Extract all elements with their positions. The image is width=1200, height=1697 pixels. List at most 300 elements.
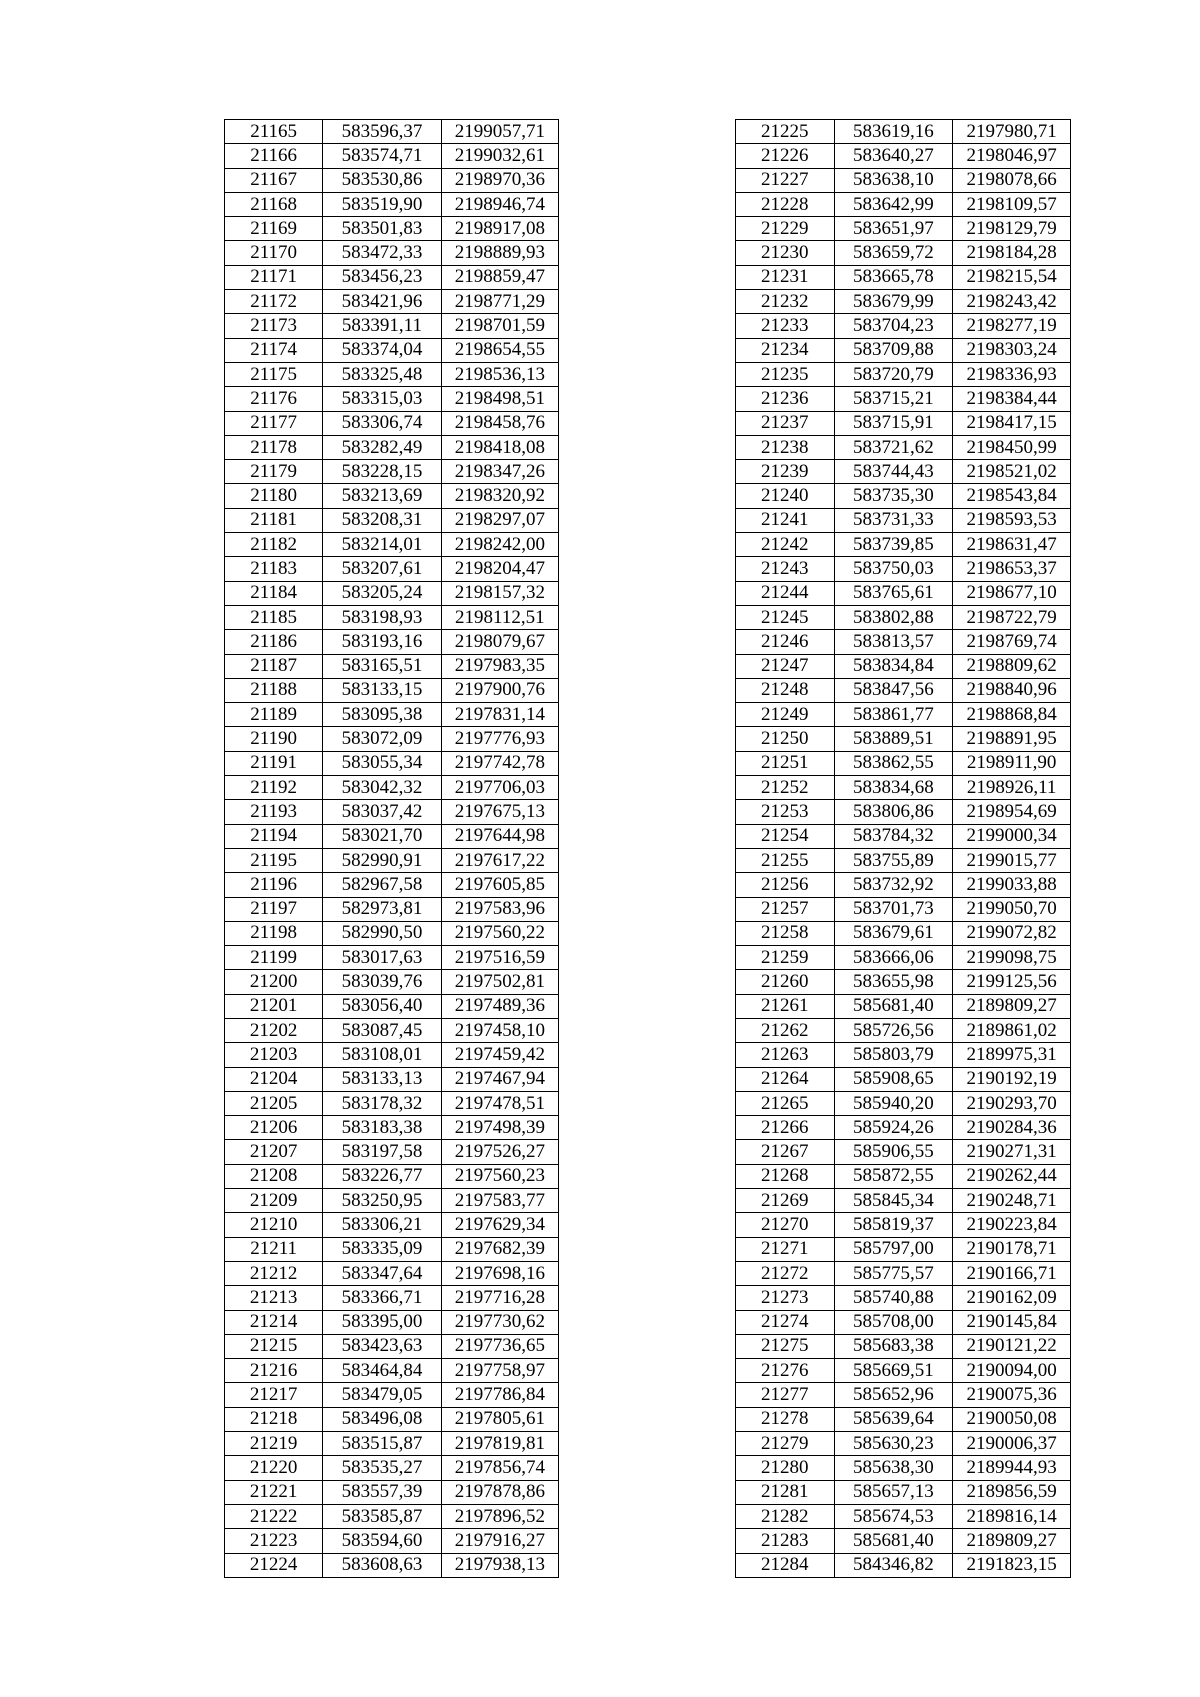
y-coordinate-cell: 2198654,55 <box>441 338 558 362</box>
point-number-cell: 21193 <box>225 800 323 824</box>
y-coordinate-cell: 2198868,84 <box>953 703 1071 727</box>
table-row <box>225 1140 559 1164</box>
point-number-cell: 21264 <box>736 1067 835 1091</box>
point-number-cell: 21222 <box>225 1504 323 1528</box>
y-coordinate-cell: 2198889,93 <box>441 241 558 265</box>
y-coordinate-cell: 2198417,15 <box>953 411 1071 435</box>
point-number-cell: 21167 <box>225 168 323 192</box>
table-row <box>225 362 559 386</box>
point-number-cell: 21231 <box>736 265 835 289</box>
y-coordinate-cell: 2198701,59 <box>441 314 558 338</box>
table-row <box>225 217 559 241</box>
x-coordinate-cell: 583862,55 <box>834 751 953 775</box>
y-coordinate-cell: 2190248,71 <box>953 1189 1071 1213</box>
table-row <box>225 581 559 605</box>
x-coordinate-cell: 583464,84 <box>323 1359 441 1383</box>
x-coordinate-cell: 583665,78 <box>834 265 953 289</box>
x-coordinate-cell: 583423,63 <box>323 1334 441 1358</box>
point-number-cell: 21206 <box>225 1116 323 1140</box>
table-row <box>736 1018 1071 1042</box>
point-number-cell: 21211 <box>225 1237 323 1261</box>
x-coordinate-cell: 582990,50 <box>323 921 441 945</box>
table-row <box>225 168 559 192</box>
x-coordinate-cell: 583501,83 <box>323 217 441 241</box>
x-coordinate-cell: 585940,20 <box>834 1091 953 1115</box>
x-coordinate-cell: 583306,21 <box>323 1213 441 1237</box>
point-number-cell: 21283 <box>736 1529 835 1553</box>
table-row <box>736 1334 1071 1358</box>
table-row <box>225 1213 559 1237</box>
x-coordinate-cell: 583306,74 <box>323 411 441 435</box>
y-coordinate-cell: 2197742,78 <box>441 751 558 775</box>
point-number-cell: 21277 <box>736 1383 835 1407</box>
point-number-cell: 21224 <box>225 1553 323 1577</box>
y-coordinate-cell: 2198917,08 <box>441 217 558 241</box>
y-coordinate-cell: 2197805,61 <box>441 1407 558 1431</box>
y-coordinate-cell: 2198911,90 <box>953 751 1071 775</box>
x-coordinate-cell: 585638,30 <box>834 1456 953 1480</box>
table-row <box>736 241 1071 265</box>
y-coordinate-cell: 2198840,96 <box>953 678 1071 702</box>
table-row <box>736 921 1071 945</box>
y-coordinate-cell: 2197516,59 <box>441 946 558 970</box>
point-number-cell: 21199 <box>225 946 323 970</box>
x-coordinate-cell: 583744,43 <box>834 460 953 484</box>
point-number-cell: 21235 <box>736 362 835 386</box>
x-coordinate-cell: 585924,26 <box>834 1116 953 1140</box>
point-number-cell: 21208 <box>225 1164 323 1188</box>
x-coordinate-cell: 583889,51 <box>834 727 953 751</box>
table-row <box>225 1504 559 1528</box>
table-row <box>736 1359 1071 1383</box>
point-number-cell: 21276 <box>736 1359 835 1383</box>
point-number-cell: 21172 <box>225 290 323 314</box>
point-number-cell: 21260 <box>736 970 835 994</box>
table-row <box>225 1286 559 1310</box>
y-coordinate-cell: 2198809,62 <box>953 654 1071 678</box>
y-coordinate-cell: 2197776,93 <box>441 727 558 751</box>
y-coordinate-cell: 2197831,14 <box>441 703 558 727</box>
point-number-cell: 21223 <box>225 1529 323 1553</box>
point-number-cell: 21239 <box>736 460 835 484</box>
point-number-cell: 21236 <box>736 387 835 411</box>
x-coordinate-cell: 585681,40 <box>834 1529 953 1553</box>
table-row <box>225 484 559 508</box>
x-coordinate-cell: 583226,77 <box>323 1164 441 1188</box>
point-number-cell: 21230 <box>736 241 835 265</box>
x-coordinate-cell: 583095,38 <box>323 703 441 727</box>
point-number-cell: 21180 <box>225 484 323 508</box>
y-coordinate-cell: 2198418,08 <box>441 435 558 459</box>
table-row <box>736 1480 1071 1504</box>
table-row <box>736 751 1071 775</box>
y-coordinate-cell: 2190284,36 <box>953 1116 1071 1140</box>
table-row <box>225 848 559 872</box>
y-coordinate-cell: 2189816,14 <box>953 1504 1071 1528</box>
y-coordinate-cell: 2190094,00 <box>953 1359 1071 1383</box>
table-row <box>225 120 559 144</box>
point-number-cell: 21183 <box>225 557 323 581</box>
y-coordinate-cell: 2199015,77 <box>953 848 1071 872</box>
table-row <box>736 1067 1071 1091</box>
point-number-cell: 21171 <box>225 265 323 289</box>
x-coordinate-cell: 583021,70 <box>323 824 441 848</box>
x-coordinate-cell: 585639,64 <box>834 1407 953 1431</box>
table-row <box>736 1310 1071 1334</box>
point-number-cell: 21165 <box>225 120 323 144</box>
x-coordinate-cell: 583391,11 <box>323 314 441 338</box>
y-coordinate-cell: 2198184,28 <box>953 241 1071 265</box>
y-coordinate-cell: 2198498,51 <box>441 387 558 411</box>
x-coordinate-cell: 583250,95 <box>323 1189 441 1213</box>
x-coordinate-cell: 583515,87 <box>323 1432 441 1456</box>
table-row <box>736 217 1071 241</box>
x-coordinate-cell: 583197,58 <box>323 1140 441 1164</box>
table-row <box>736 484 1071 508</box>
x-coordinate-cell: 583679,61 <box>834 921 953 945</box>
table-row <box>225 411 559 435</box>
point-number-cell: 21279 <box>736 1432 835 1456</box>
x-coordinate-cell: 583765,61 <box>834 581 953 605</box>
x-coordinate-cell: 583750,03 <box>834 557 953 581</box>
x-coordinate-cell: 583228,15 <box>323 460 441 484</box>
y-coordinate-cell: 2197983,35 <box>441 654 558 678</box>
y-coordinate-cell: 2198320,92 <box>441 484 558 508</box>
table-row <box>736 800 1071 824</box>
point-number-cell: 21252 <box>736 776 835 800</box>
y-coordinate-cell: 2197938,13 <box>441 1553 558 1577</box>
table-row <box>736 1261 1071 1285</box>
point-number-cell: 21213 <box>225 1286 323 1310</box>
y-coordinate-cell: 2198046,97 <box>953 144 1071 168</box>
point-number-cell: 21186 <box>225 630 323 654</box>
x-coordinate-cell: 583739,85 <box>834 533 953 557</box>
table-body <box>736 120 1071 1578</box>
y-coordinate-cell: 2197478,51 <box>441 1091 558 1115</box>
y-coordinate-cell: 2197878,86 <box>441 1480 558 1504</box>
x-coordinate-cell: 583701,73 <box>834 897 953 921</box>
point-number-cell: 21217 <box>225 1383 323 1407</box>
y-coordinate-cell: 2198384,44 <box>953 387 1071 411</box>
point-number-cell: 21201 <box>225 994 323 1018</box>
table-row <box>225 557 559 581</box>
point-number-cell: 21249 <box>736 703 835 727</box>
y-coordinate-cell: 2199050,70 <box>953 897 1071 921</box>
x-coordinate-cell: 583519,90 <box>323 192 441 216</box>
table-row <box>736 703 1071 727</box>
y-coordinate-cell: 2198157,32 <box>441 581 558 605</box>
table-row <box>736 338 1071 362</box>
table-row <box>225 630 559 654</box>
table-row <box>736 144 1071 168</box>
x-coordinate-cell: 583183,38 <box>323 1116 441 1140</box>
table-row <box>225 1237 559 1261</box>
x-coordinate-cell: 583214,01 <box>323 533 441 557</box>
x-coordinate-cell: 582973,81 <box>323 897 441 921</box>
point-number-cell: 21202 <box>225 1018 323 1042</box>
table-row <box>225 1189 559 1213</box>
x-coordinate-cell: 584346,82 <box>834 1553 953 1577</box>
table-row <box>225 1164 559 1188</box>
point-number-cell: 21280 <box>736 1456 835 1480</box>
x-coordinate-cell: 583213,69 <box>323 484 441 508</box>
x-coordinate-cell: 583282,49 <box>323 435 441 459</box>
y-coordinate-cell: 2189809,27 <box>953 1529 1071 1553</box>
y-coordinate-cell: 2197716,28 <box>441 1286 558 1310</box>
point-number-cell: 21216 <box>225 1359 323 1383</box>
y-coordinate-cell: 2199000,34 <box>953 824 1071 848</box>
y-coordinate-cell: 2197560,22 <box>441 921 558 945</box>
y-coordinate-cell: 2198347,26 <box>441 460 558 484</box>
x-coordinate-cell: 583108,01 <box>323 1043 441 1067</box>
x-coordinate-cell: 583806,86 <box>834 800 953 824</box>
table-row <box>225 605 559 629</box>
x-coordinate-cell: 583715,91 <box>834 411 953 435</box>
x-coordinate-cell: 585803,79 <box>834 1043 953 1067</box>
x-coordinate-cell: 585681,40 <box>834 994 953 1018</box>
point-number-cell: 21237 <box>736 411 835 435</box>
y-coordinate-cell: 2190223,84 <box>953 1213 1071 1237</box>
y-coordinate-cell: 2197698,16 <box>441 1261 558 1285</box>
table-row <box>736 1091 1071 1115</box>
table-row <box>225 1432 559 1456</box>
point-number-cell: 21174 <box>225 338 323 362</box>
table-row <box>225 873 559 897</box>
y-coordinate-cell: 2190166,71 <box>953 1261 1071 1285</box>
table-row <box>736 1432 1071 1456</box>
point-number-cell: 21254 <box>736 824 835 848</box>
point-number-cell: 21189 <box>225 703 323 727</box>
point-number-cell: 21248 <box>736 678 835 702</box>
point-number-cell: 21191 <box>225 751 323 775</box>
table-row <box>736 1140 1071 1164</box>
table-row <box>736 290 1071 314</box>
x-coordinate-cell: 583704,23 <box>834 314 953 338</box>
table-row <box>736 1383 1071 1407</box>
y-coordinate-cell: 2198243,42 <box>953 290 1071 314</box>
table-row <box>736 994 1071 1018</box>
table-row <box>736 1553 1071 1577</box>
x-coordinate-cell: 583813,57 <box>834 630 953 654</box>
x-coordinate-cell: 585797,00 <box>834 1237 953 1261</box>
point-number-cell: 21178 <box>225 435 323 459</box>
x-coordinate-cell: 583017,63 <box>323 946 441 970</box>
x-coordinate-cell: 585674,53 <box>834 1504 953 1528</box>
point-number-cell: 21207 <box>225 1140 323 1164</box>
table-row <box>225 921 559 945</box>
y-coordinate-cell: 2189856,59 <box>953 1480 1071 1504</box>
x-coordinate-cell: 583193,16 <box>323 630 441 654</box>
y-coordinate-cell: 2190293,70 <box>953 1091 1071 1115</box>
coordinates-table-right <box>735 119 1071 1578</box>
table-row <box>736 1116 1071 1140</box>
y-coordinate-cell: 2198946,74 <box>441 192 558 216</box>
point-number-cell: 21218 <box>225 1407 323 1431</box>
y-coordinate-cell: 2197502,81 <box>441 970 558 994</box>
coordinates-table-left <box>224 119 559 1578</box>
y-coordinate-cell: 2198722,79 <box>953 605 1071 629</box>
table-row <box>225 265 559 289</box>
point-number-cell: 21268 <box>736 1164 835 1188</box>
y-coordinate-cell: 2197896,52 <box>441 1504 558 1528</box>
table-row <box>225 314 559 338</box>
y-coordinate-cell: 2197526,27 <box>441 1140 558 1164</box>
x-coordinate-cell: 583374,04 <box>323 338 441 362</box>
point-number-cell: 21258 <box>736 921 835 945</box>
y-coordinate-cell: 2198954,69 <box>953 800 1071 824</box>
table-row <box>225 1310 559 1334</box>
table-row <box>225 1116 559 1140</box>
x-coordinate-cell: 583178,32 <box>323 1091 441 1115</box>
point-number-cell: 21214 <box>225 1310 323 1334</box>
table-row <box>225 192 559 216</box>
x-coordinate-cell: 583659,72 <box>834 241 953 265</box>
table-row <box>736 776 1071 800</box>
point-number-cell: 21278 <box>736 1407 835 1431</box>
point-number-cell: 21179 <box>225 460 323 484</box>
x-coordinate-cell: 583056,40 <box>323 994 441 1018</box>
x-coordinate-cell: 585740,88 <box>834 1286 953 1310</box>
point-number-cell: 21182 <box>225 533 323 557</box>
y-coordinate-cell: 2197583,96 <box>441 897 558 921</box>
table-row <box>736 654 1071 678</box>
x-coordinate-cell: 583608,63 <box>323 1553 441 1577</box>
table-row <box>736 605 1071 629</box>
x-coordinate-cell: 583847,56 <box>834 678 953 702</box>
table-row <box>225 751 559 775</box>
x-coordinate-cell: 583596,37 <box>323 120 441 144</box>
table-row <box>736 265 1071 289</box>
table-row <box>225 387 559 411</box>
x-coordinate-cell: 583335,09 <box>323 1237 441 1261</box>
table-row <box>736 1237 1071 1261</box>
point-number-cell: 21219 <box>225 1432 323 1456</box>
point-number-cell: 21175 <box>225 362 323 386</box>
point-number-cell: 21215 <box>225 1334 323 1358</box>
table-body <box>225 120 559 1578</box>
point-number-cell: 21273 <box>736 1286 835 1310</box>
point-number-cell: 21185 <box>225 605 323 629</box>
point-number-cell: 21181 <box>225 508 323 532</box>
y-coordinate-cell: 2190178,71 <box>953 1237 1071 1261</box>
y-coordinate-cell: 2197758,97 <box>441 1359 558 1383</box>
y-coordinate-cell: 2197706,03 <box>441 776 558 800</box>
y-coordinate-cell: 2198891,95 <box>953 727 1071 751</box>
y-coordinate-cell: 2198771,29 <box>441 290 558 314</box>
y-coordinate-cell: 2197467,94 <box>441 1067 558 1091</box>
point-number-cell: 21271 <box>736 1237 835 1261</box>
point-number-cell: 21192 <box>225 776 323 800</box>
point-number-cell: 21282 <box>736 1504 835 1528</box>
x-coordinate-cell: 583720,79 <box>834 362 953 386</box>
point-number-cell: 21234 <box>736 338 835 362</box>
x-coordinate-cell: 583055,34 <box>323 751 441 775</box>
x-coordinate-cell: 583709,88 <box>834 338 953 362</box>
table-row <box>225 508 559 532</box>
x-coordinate-cell: 585845,34 <box>834 1189 953 1213</box>
point-number-cell: 21281 <box>736 1480 835 1504</box>
x-coordinate-cell: 585683,38 <box>834 1334 953 1358</box>
y-coordinate-cell: 2198769,74 <box>953 630 1071 654</box>
point-number-cell: 21196 <box>225 873 323 897</box>
y-coordinate-cell: 2198242,00 <box>441 533 558 557</box>
y-coordinate-cell: 2190075,36 <box>953 1383 1071 1407</box>
point-number-cell: 21269 <box>736 1189 835 1213</box>
point-number-cell: 21242 <box>736 533 835 557</box>
point-number-cell: 21253 <box>736 800 835 824</box>
table-row <box>225 1456 559 1480</box>
table-row <box>736 387 1071 411</box>
y-coordinate-cell: 2198926,11 <box>953 776 1071 800</box>
point-number-cell: 21275 <box>736 1334 835 1358</box>
x-coordinate-cell: 583802,88 <box>834 605 953 629</box>
point-number-cell: 21227 <box>736 168 835 192</box>
point-number-cell: 21184 <box>225 581 323 605</box>
y-coordinate-cell: 2197786,84 <box>441 1383 558 1407</box>
point-number-cell: 21274 <box>736 1310 835 1334</box>
point-number-cell: 21205 <box>225 1091 323 1115</box>
point-number-cell: 21251 <box>736 751 835 775</box>
point-number-cell: 21263 <box>736 1043 835 1067</box>
x-coordinate-cell: 583557,39 <box>323 1480 441 1504</box>
table-row <box>225 776 559 800</box>
point-number-cell: 21262 <box>736 1018 835 1042</box>
point-number-cell: 21228 <box>736 192 835 216</box>
point-number-cell: 21195 <box>225 848 323 872</box>
table-row <box>225 824 559 848</box>
x-coordinate-cell: 583594,60 <box>323 1529 441 1553</box>
y-coordinate-cell: 2197458,10 <box>441 1018 558 1042</box>
table-row <box>736 1407 1071 1431</box>
y-coordinate-cell: 2197617,22 <box>441 848 558 872</box>
x-coordinate-cell: 585819,37 <box>834 1213 953 1237</box>
x-coordinate-cell: 585908,65 <box>834 1067 953 1091</box>
table-row <box>225 1091 559 1115</box>
table-row <box>736 581 1071 605</box>
y-coordinate-cell: 2199033,88 <box>953 873 1071 897</box>
x-coordinate-cell: 583735,30 <box>834 484 953 508</box>
point-number-cell: 21166 <box>225 144 323 168</box>
table-row <box>225 1334 559 1358</box>
table-row <box>736 1504 1071 1528</box>
y-coordinate-cell: 2197980,71 <box>953 120 1071 144</box>
table-row <box>225 727 559 751</box>
point-number-cell: 21272 <box>736 1261 835 1285</box>
point-number-cell: 21197 <box>225 897 323 921</box>
y-coordinate-cell: 2189944,93 <box>953 1456 1071 1480</box>
x-coordinate-cell: 585906,55 <box>834 1140 953 1164</box>
table-row <box>225 654 559 678</box>
y-coordinate-cell: 2197736,65 <box>441 1334 558 1358</box>
y-coordinate-cell: 2197605,85 <box>441 873 558 897</box>
x-coordinate-cell: 583456,23 <box>323 265 441 289</box>
x-coordinate-cell: 582990,91 <box>323 848 441 872</box>
point-number-cell: 21256 <box>736 873 835 897</box>
y-coordinate-cell: 2191823,15 <box>953 1553 1071 1577</box>
x-coordinate-cell: 583731,33 <box>834 508 953 532</box>
y-coordinate-cell: 2198631,47 <box>953 533 1071 557</box>
point-number-cell: 21177 <box>225 411 323 435</box>
x-coordinate-cell: 583395,00 <box>323 1310 441 1334</box>
y-coordinate-cell: 2198109,57 <box>953 192 1071 216</box>
y-coordinate-cell: 2199072,82 <box>953 921 1071 945</box>
x-coordinate-cell: 583198,93 <box>323 605 441 629</box>
point-number-cell: 21265 <box>736 1091 835 1115</box>
y-coordinate-cell: 2197489,36 <box>441 994 558 1018</box>
point-number-cell: 21250 <box>736 727 835 751</box>
y-coordinate-cell: 2199057,71 <box>441 120 558 144</box>
y-coordinate-cell: 2190121,22 <box>953 1334 1071 1358</box>
